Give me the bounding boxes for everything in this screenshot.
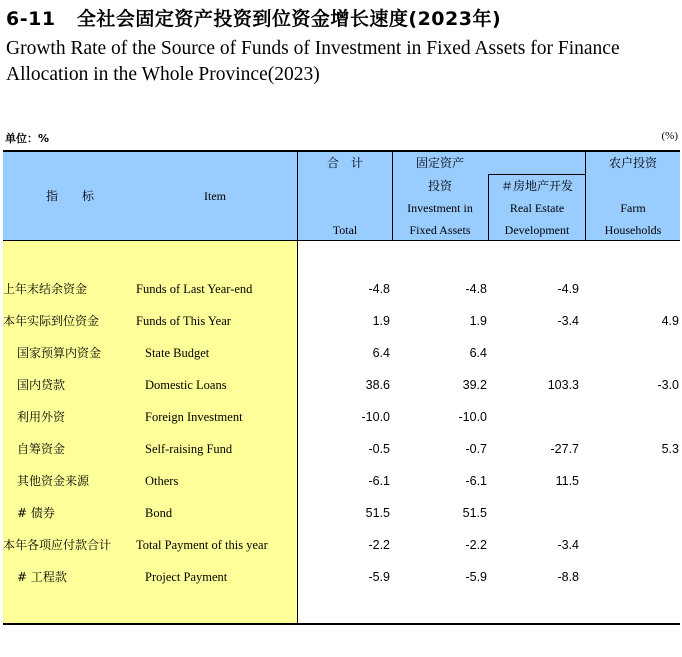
row-label-cn: 自筹资金: [17, 442, 66, 456]
table-row: [3, 279, 680, 299]
row-label-cn: 国家预算内资金: [17, 346, 102, 360]
row-label-cn: 本年各项应付款合计: [3, 538, 112, 552]
table-title-cn: [6, 4, 501, 31]
table-row: [3, 407, 680, 427]
row-label-cn: 利用外资: [17, 410, 66, 424]
row-label-cn: 上年末结余资金: [3, 282, 88, 296]
table-row: [3, 471, 680, 491]
table-top-rule: [3, 150, 680, 152]
table-row: [3, 311, 680, 331]
row-label-en: Self-raising Fund: [145, 442, 233, 456]
column-divider: [392, 151, 393, 240]
cell-farm-households: 4.9: [661, 314, 679, 328]
cell-real-estate: -3.4: [557, 314, 579, 328]
cell-fixed-assets: 51.5: [462, 506, 487, 520]
cell-fixed-assets: -6.1: [465, 474, 487, 488]
cell-real-estate: 103.3: [547, 378, 579, 392]
row-label-cn: 国内贷款: [17, 378, 66, 392]
cell-real-estate: -3.4: [557, 538, 579, 552]
header-farm-en: Farm: [620, 201, 646, 215]
header-fixed-en-2: Fixed Assets: [409, 223, 471, 237]
table-row: [3, 375, 680, 395]
row-label-en: Total Payment of this year: [136, 538, 268, 552]
cell-fixed-assets: -10.0: [458, 410, 487, 424]
header-fixed-cn-2: 投资: [427, 179, 453, 193]
row-label-cn: 本年实际到位资金: [3, 314, 100, 328]
cell-fixed-assets: 39.2: [462, 378, 487, 392]
row-label-en: Foreign Investment: [145, 410, 243, 424]
cell-fixed-assets: -2.2: [465, 538, 487, 552]
row-label-en: Funds of This Year: [136, 314, 231, 328]
header-total-en: Total: [332, 223, 358, 237]
header-farm-en-2: Households: [604, 223, 662, 237]
cell-real-estate: -27.7: [550, 442, 579, 456]
cell-fixed-assets: 6.4: [469, 346, 487, 360]
cell-total: -5.9: [368, 570, 390, 584]
cell-real-estate: 11.5: [555, 474, 579, 488]
header-realestate-en-2: Development: [504, 223, 570, 237]
header-fixed-cn: 固定资产: [415, 156, 465, 170]
cell-fixed-assets: 1.9: [469, 314, 487, 328]
cell-total: -6.1: [368, 474, 390, 488]
cell-real-estate: -4.9: [557, 282, 579, 296]
cell-farm-households: -3.0: [657, 378, 679, 392]
header-fixed-en: Investment in: [407, 201, 473, 215]
table-title-cn-text: 全社会固定资产投资到位资金增长速度(2023年): [76, 8, 502, 30]
unit-label: 单位：%: [5, 132, 50, 145]
header-total-cn: 合 计: [326, 156, 364, 170]
cell-total: -4.8: [368, 282, 390, 296]
header-farm-cn: 农户投资: [608, 156, 658, 170]
cell-total: -0.5: [368, 442, 390, 456]
row-label-en: Project Payment: [145, 570, 228, 584]
table-row: [3, 567, 680, 587]
table-bottom-rule: [3, 623, 680, 625]
header-bottom-rule: [3, 240, 680, 241]
row-label-en: Funds of Last Year-end: [136, 282, 253, 296]
cell-real-estate: -8.8: [557, 570, 579, 584]
header-item-en: Item: [204, 189, 226, 203]
cell-total: -10.0: [361, 410, 390, 424]
header-realestate-cn: ＃房地产开发: [500, 179, 574, 193]
table-title-en: Growth Rate of the Source of Funds of Investment in Fixed Assets for Finance Allocation in the Whole Province(2023): [6, 38, 620, 85]
row-label-cn: 其他资金来源: [17, 474, 90, 488]
row-label-en: State Budget: [145, 346, 210, 360]
cell-total: 6.4: [372, 346, 390, 360]
cell-total: 38.6: [365, 378, 390, 392]
column-divider: [585, 151, 586, 240]
table-row: [3, 535, 680, 555]
cell-total: -2.2: [368, 538, 390, 552]
cell-fixed-assets: -5.9: [465, 570, 487, 584]
header-sub-rule: [488, 174, 585, 175]
header-indicator-cn: 指 标: [46, 189, 95, 203]
cell-total: 1.9: [372, 314, 390, 328]
column-divider: [488, 174, 489, 240]
row-label-en: Bond: [145, 506, 173, 520]
cell-total: 51.5: [365, 506, 390, 520]
table-row: [3, 343, 680, 363]
row-label-cn: # 债券: [17, 506, 55, 520]
header-realestate-en: Real Estate: [509, 201, 565, 215]
cell-farm-households: 5.3: [661, 442, 679, 456]
cell-fixed-assets: -0.7: [465, 442, 487, 456]
table-row: [3, 439, 680, 459]
unit-label-right: (%): [661, 130, 678, 142]
table-number: 6-11: [6, 8, 56, 30]
row-label-en: Others: [145, 474, 179, 488]
cell-fixed-assets: -4.8: [465, 282, 487, 296]
row-label-en: Domestic Loans: [145, 378, 227, 392]
table-row: [3, 503, 680, 523]
row-label-cn: # 工程款: [17, 570, 67, 584]
